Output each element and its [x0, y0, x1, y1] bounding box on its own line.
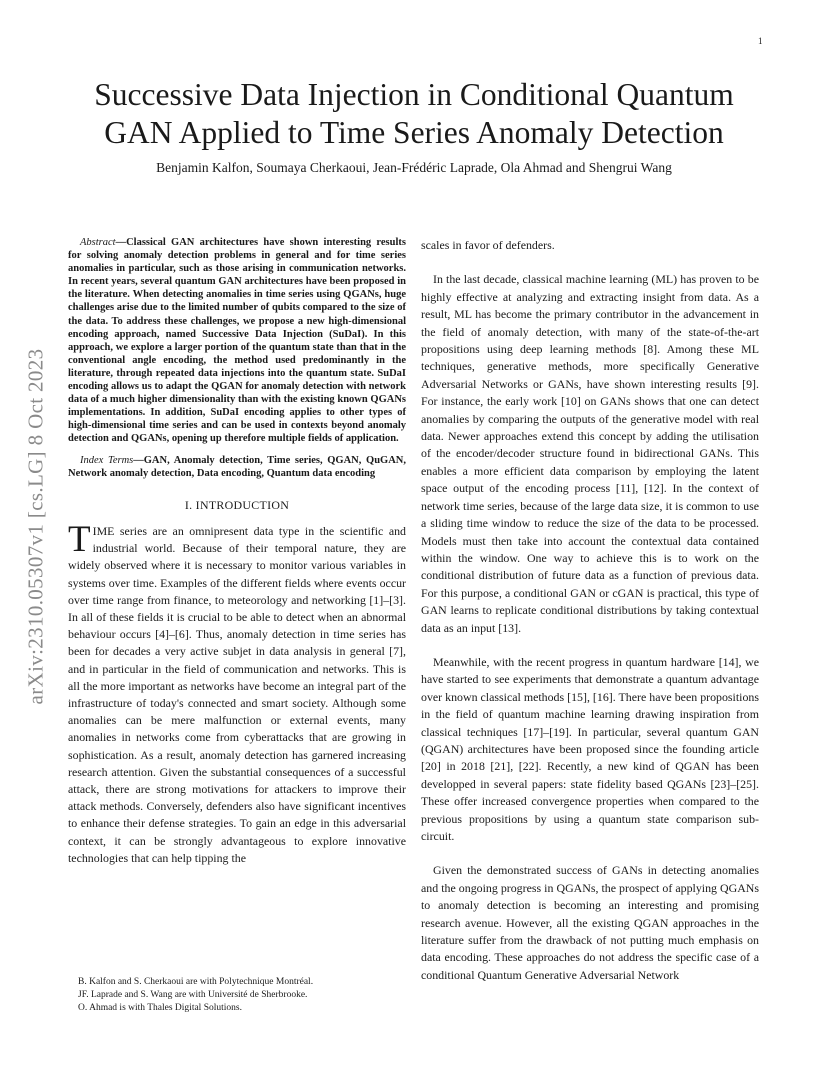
- arxiv-identifier-stamp[interactable]: [16, 296, 56, 756]
- paper-title: Successive Data Injection in Conditional Quantum GAN Applied to Time Series Anomaly Detection: [94, 77, 734, 150]
- footnote-affiliation-1: B. Kalfon and S. Cherkaoui are with Polytechnique Montréal.: [78, 977, 314, 987]
- footnote-affiliation-2: JF. Laprade and S. Wang are with Université de Sherbrooke.: [78, 990, 308, 1000]
- left-column: [68, 236, 406, 867]
- footnote-affiliation-3: O. Ahmad is with Thales Digital Solutions.: [78, 1003, 242, 1013]
- index-terms: [68, 454, 406, 480]
- arxiv-identifier-text: arXiv:2310.05307v1 [cs.LG] 8 Oct 2023: [23, 348, 48, 704]
- abstract-text: —Classical GAN architectures have shown interesting results for solving anomaly detection problems in general and for time series anomalies in particular, such as those arising in communication networks. In recent years, several quantum GAN architectures have been proposed in the literature. When detecting anomalies in time series using QGANs, huge challenges arise due to the limited number of qubits compared to the size of the data. To address these challenges, we propose a new high-dimensional encoding approach, named Successive Data Injection (SuDaI). In this approach, we explore a larger portion of the quantum state than that in the conventional angle encoding, the method used predominantly in the literature, through repeated data injections into the quantum state. SuDaI encoding allows us to adapt the QGAN for anomaly detection with network data of a much higher dimensionality than with the existing known QGANs implementations. In addition, SuDaI encoding applies to other types of high-dimensional time series and can be used in contexts beyond anomaly detection and QGANs, opening up therefore multiple fields of application.: [68, 237, 406, 445]
- section-heading-introduction: I. INTRODUCTION: [184, 497, 290, 512]
- abstract: [68, 236, 406, 446]
- index-terms-lead: Index Terms: [80, 454, 134, 466]
- quantum-progress-paragraph: Meanwhile, with the recent progress in quantum hardware [14], we have started to see experiments that demonstrate a quantum advantage over known classical methods [15], [16]. There have been propositions in the field of quantum machine learning drawing inspiration from classical techniques [17]–[19]. In particular, several quantum GAN (QGAN) architectures have been proposed since the founding article [20] in 2018 [21], [22]. Recently, a new kind of QGAN has been developped in several papers: state fidelity based QGANs [23]–[25]. These offer increased convergence properties when compared to the previous propositions by using a quantum state comparison sub-circuit.: [421, 654, 759, 843]
- page-number: 1: [758, 36, 763, 46]
- footnotes: [68, 976, 406, 1015]
- author-list: Benjamin Kalfon, Soumaya Cherkaoui, Jean-Frédéric Laprade, Ola Ahmad and Shengrui Wang: [156, 160, 672, 175]
- continuation-paragraph: scales in favor of defenders.: [421, 238, 555, 252]
- right-column: [421, 237, 759, 984]
- abstract-lead: Abstract: [80, 237, 116, 248]
- index-terms-text: —GAN, Anomaly detection, Time series, QGAN, QuGAN, Network anomaly detection, Data encoding, Quantum data encoding: [68, 454, 406, 479]
- qgan-anomaly-paragraph: Given the demonstrated success of GANs in detecting anomalies and the ongoing progress in QGANs, the prospect of applying QGANs to anomaly detection is becoming an interesting and promising research avenue. However, all the existing QGAN approaches in the literature suffer from the drawback of not putting much emphasis on data encoding. These approaches do not address the specific case of a conditional Quantum Generative Adversarial Network: [421, 863, 759, 982]
- ml-background-paragraph: In the last decade, classical machine learning (ML) has proven to be highly effective at analyzing and extracting insight from data. As a result, ML has become the primary contributor in the advancement in the field of anomaly detection, with many of the state-of-the-art propositions using deep learning methods [8]. Among these ML techniques, generative methods, more specifically Generative Adversarial Networks or GANs, have shown interesting results [9]. For instance, the early work [10] on GANs shows that one can detect anomalies by comparing the outputs of the generative model with real data. Newer approaches extend this concept by adding the utilisation of the encoder/decoder structure found in bidirectional GANs. This enables a more efficient data comparison by employing the latent space output of the encoding process [11], [12]. In the context of network time series, because of the large data size, it is common to use a sliding time window to reduce the size of the data to be processed. Models must then take into account the contextual data contained within the window. One way to achieve this is to work on the conditional distribution of future data as a function of previous data. For this purpose, a conditional GAN or cGAN is practical, this type of GAN learns to replicate conditional distributions by taking contextual data as an input [13].: [421, 272, 759, 635]
- introduction-paragraph: TIME series are an omnipresent data type in the scientific and industrial world. Because of their temporal nature, they are widely observed where it is necessary to monitor various variables in systems over time. Examples of the different fields where events occur over time range from finance, to meteorology and networking [1]–[3]. In all of these fields it is crucial to be able to detect when an abnormal behaviour occurs [4]–[6]. Thus, anomaly detection in time series has been for decades a very active subjet in data analysis in general [7], and in particular in the field of communication and networks. This is all the more important as networks have become an integral part of the infrastructure of today's connected and smart society. Although some anomalies can be mere malfunction or external events, many anomalies in networks come from cyberattacks that are growing in sophistication. As a result, anomaly detection has garnered increasing research attention. Given the substantial consequences of a successful attack, there are strong motivations for attackers to improve their attack methods. Conversely, defenders also have significant incentives to enhance their defense strategies. To gain an edge in this adversarial context, it can be strongly advantageous to explore innovative technologies that can help tipping the: [68, 518, 406, 865]
